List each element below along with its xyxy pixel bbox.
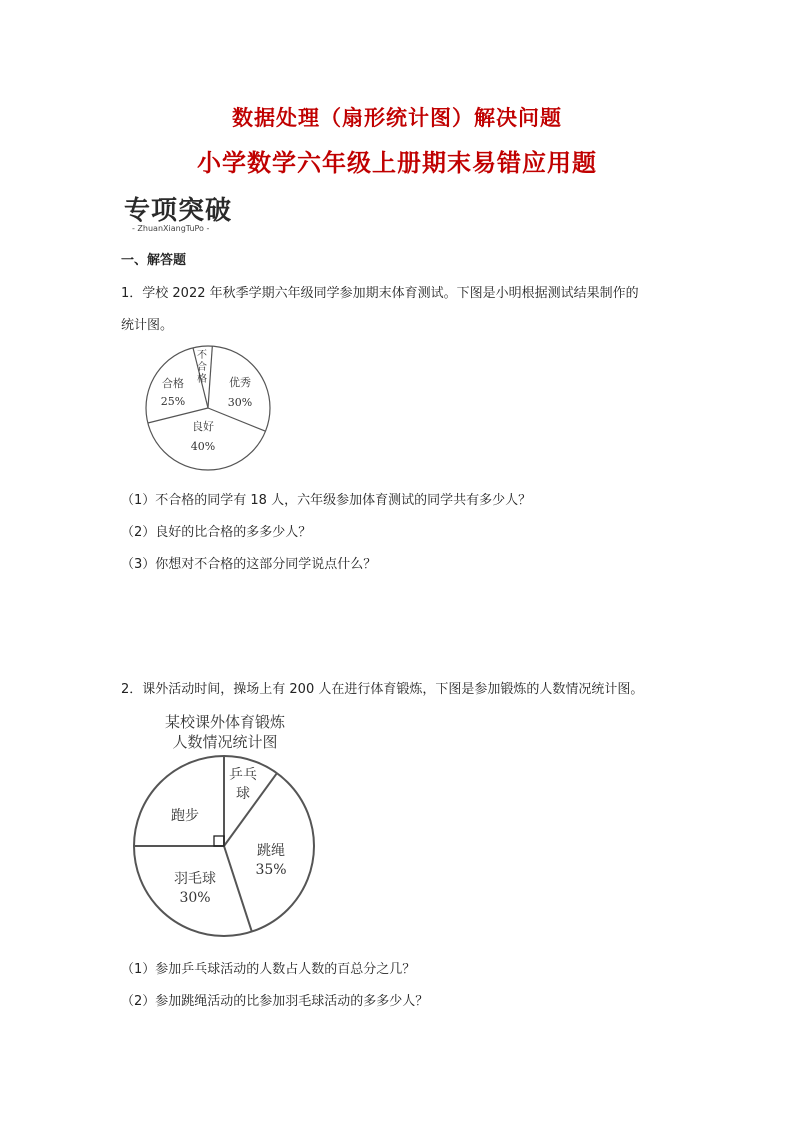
pie1-label-fail-2: 合 [197, 362, 207, 373]
section-heading: 一、解答题 [121, 253, 187, 268]
q2-sub-question-2: （2）参加跳绳活动的比参加羽毛球活动的多多少人？ [121, 994, 429, 1009]
pie2-title-line1: 某校课外体育锻炼 [164, 713, 286, 731]
pie1-label-excellent: 优秀 [229, 376, 251, 389]
logo-sub-text: - ZhuanXiangTuPo - [132, 224, 210, 233]
pie1-label-good: 良好 [192, 420, 214, 433]
zhuanxiang-logo [120, 190, 250, 236]
q1-sub-question-1: （1）不合格的同学有 18 人，六年级参加体育测试的同学共有多少人？ [121, 493, 532, 508]
q1-text-line2: 统计图。 [121, 318, 174, 333]
pie2-label-badminton: 羽毛球 [174, 871, 216, 887]
pie1-label-excellent-pct: 30% [227, 396, 253, 409]
q2-pie-chart [125, 705, 325, 945]
doc-title-line2: 小学数学六年级上册期末易错应用题 [197, 148, 597, 177]
pie2-label-badminton-pct: 30% [179, 890, 211, 906]
pie1-label-fail-3: 格 [197, 374, 207, 385]
pie2-label-rope-pct: 35% [255, 862, 287, 878]
pie2-label-rope: 跳绳 [257, 843, 285, 859]
pie1-label-pass: 合格 [162, 377, 184, 390]
pie1-label-good-pct: 40% [190, 440, 216, 453]
q1-text-line1: 1．学校 2022 年秋季学期六年级同学参加期末体育测试。下图是小明根据测试结果制作的 [121, 286, 639, 301]
logo-main-text: 专项突破 [124, 196, 233, 226]
pie2-label-pingpong-1: 乒乓 [229, 767, 257, 783]
pie2-label-pingpong-2: 球 [236, 786, 250, 802]
q2-sub-question-1: （1）参加乒乓球活动的人数占人数的百总分之几？ [121, 962, 416, 977]
pie1-label-fail-1: 不 [197, 350, 207, 361]
pie2-label-running: 跑步 [171, 808, 199, 824]
q1-sub-question-2: （2）良好的比合格的多多少人？ [121, 525, 312, 540]
doc-title-line1: 数据处理（扇形统计图）解决问题 [232, 105, 562, 130]
pie1-label-pass-pct: 25% [160, 395, 186, 408]
q1-sub-question-3: （3）你想对不合格的这部分同学说点什么？ [121, 557, 377, 572]
q2-text-line1: 2．课外活动时间，操场上有 200 人在进行体育锻炼，下图是参加锻炼的人数情况统计图。 [121, 682, 644, 697]
pie2-title-line2: 人数情况统计图 [172, 733, 278, 751]
q1-pie-chart [140, 340, 280, 480]
